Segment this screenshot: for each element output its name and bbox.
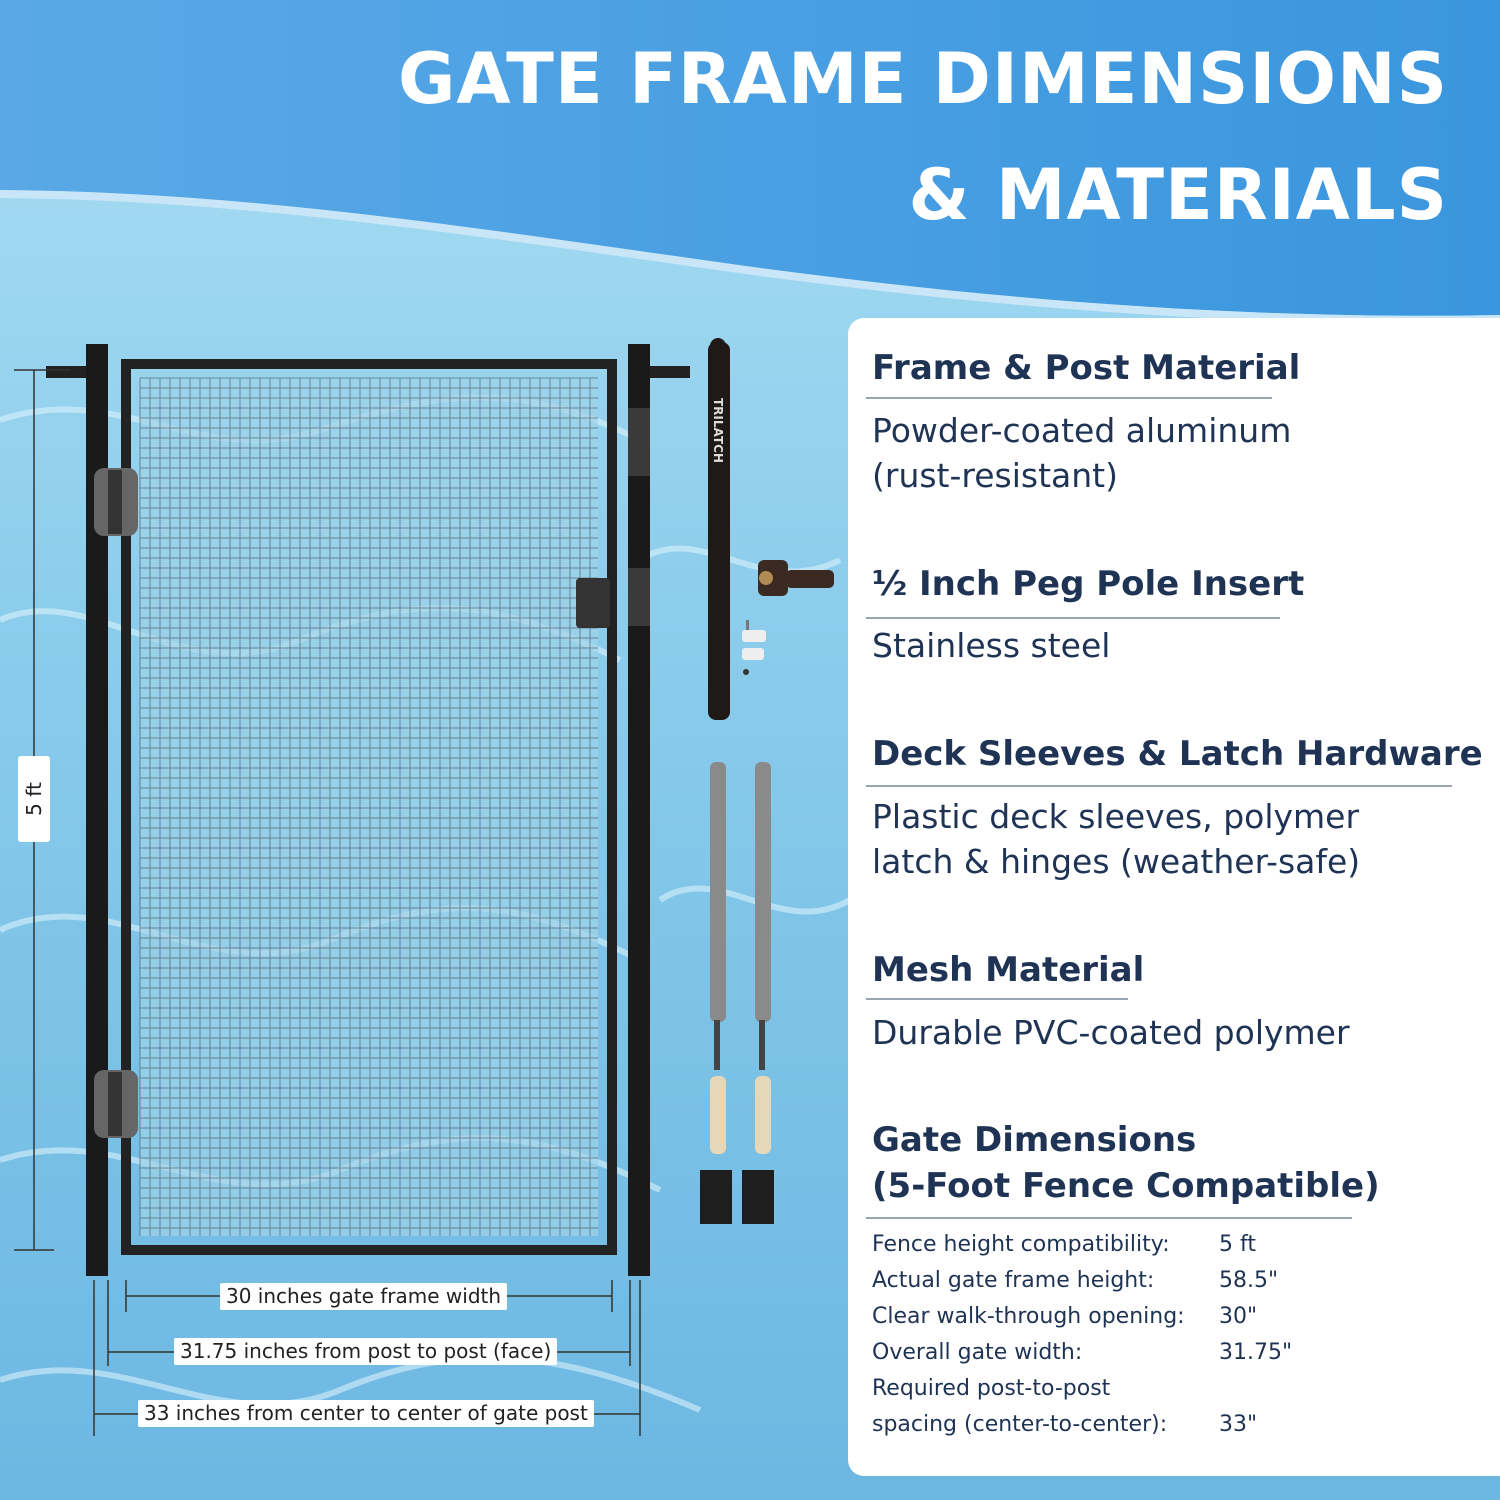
- section-rule: [866, 397, 1272, 399]
- left-peg-pole: [46, 366, 86, 378]
- hardware-clip-1: [742, 630, 766, 642]
- section-rule: [866, 785, 1452, 787]
- deck-sleeve-rod-left: [714, 1020, 720, 1070]
- bracket-right: [742, 1170, 774, 1224]
- anchor-right: [755, 1076, 771, 1154]
- anchor-left: [710, 1076, 726, 1154]
- section-body-frame-1: Powder-coated aluminum: [872, 411, 1292, 450]
- spec-label: Clear walk-through opening:: [872, 1304, 1185, 1329]
- bracket-left: [700, 1170, 732, 1224]
- right-gate-post: [628, 344, 650, 1276]
- post-latch-plate-lower: [628, 568, 650, 626]
- spec-label: Overall gate width:: [872, 1340, 1083, 1365]
- section-body-peg: Stainless steel: [872, 626, 1111, 665]
- section-heading-hardware: Deck Sleeves & Latch Hardware: [872, 734, 1483, 774]
- page-title-line-2: & MATERIALS: [908, 154, 1448, 236]
- section-subheading-dimensions: (5-Foot Fence Compatible): [872, 1166, 1380, 1206]
- section-heading-frame: Frame & Post Material: [872, 348, 1301, 388]
- top-hinge: [94, 468, 138, 536]
- section-heading-dimensions: Gate Dimensions: [872, 1120, 1197, 1160]
- height-label-box: [18, 756, 50, 842]
- gate-latch-catch: [576, 578, 610, 628]
- spec-value: 33": [1219, 1412, 1258, 1437]
- spec-label-continued: spacing (center-to-center):: [872, 1412, 1168, 1437]
- hardware-clip-2: [742, 648, 764, 660]
- section-body-mesh: Durable PVC-coated polymer: [872, 1013, 1350, 1052]
- section-body-hardware-2: latch & hinges (weather-safe): [872, 842, 1361, 881]
- brand-mark: TRILATCH: [711, 398, 725, 463]
- spec-label: Fence height compatibility:: [872, 1232, 1170, 1257]
- spec-value: 31.75": [1219, 1340, 1293, 1365]
- deck-sleeve-right: [755, 762, 771, 1022]
- latch-pole-top: [710, 338, 726, 354]
- height-label: 5 ft: [22, 782, 46, 816]
- center-to-center-label: 33 inches from center to center of gate post: [138, 1400, 594, 1427]
- section-rule: [866, 617, 1280, 619]
- spec-label: Required post-to-post: [872, 1376, 1111, 1401]
- section-body-frame-2: (rust-resistant): [872, 456, 1118, 495]
- spec-value: 30": [1219, 1304, 1258, 1329]
- right-peg-pole: [650, 366, 690, 378]
- deck-sleeve-left: [710, 762, 726, 1022]
- post-latch-plate: [628, 408, 650, 476]
- section-heading-mesh: Mesh Material: [872, 950, 1145, 990]
- section-heading-peg: ½ Inch Peg Pole Insert: [872, 564, 1305, 604]
- section-rule: [866, 998, 1128, 1000]
- latch-knob-lock: [759, 571, 773, 585]
- deck-sleeve-rod-right: [759, 1020, 765, 1070]
- gate-frame-width-label: 30 inches gate frame width: [220, 1283, 507, 1310]
- section-rule: [866, 1217, 1352, 1219]
- bottom-hinge: [94, 1070, 138, 1138]
- latch-knob-handle: [786, 570, 834, 588]
- post-to-post-face-label: 31.75 inches from post to post (face): [174, 1338, 557, 1365]
- spec-label: Actual gate frame height:: [872, 1268, 1155, 1293]
- hardware-pin: [746, 620, 749, 630]
- hardware-screw: [743, 669, 749, 675]
- gate-mesh: [140, 378, 598, 1236]
- page-title-line-1: GATE FRAME DIMENSIONS: [397, 38, 1448, 120]
- spec-value: 58.5": [1219, 1268, 1279, 1293]
- section-body-hardware-1: Plastic deck sleeves, polymer: [872, 797, 1360, 836]
- spec-value: 5 ft: [1219, 1232, 1256, 1257]
